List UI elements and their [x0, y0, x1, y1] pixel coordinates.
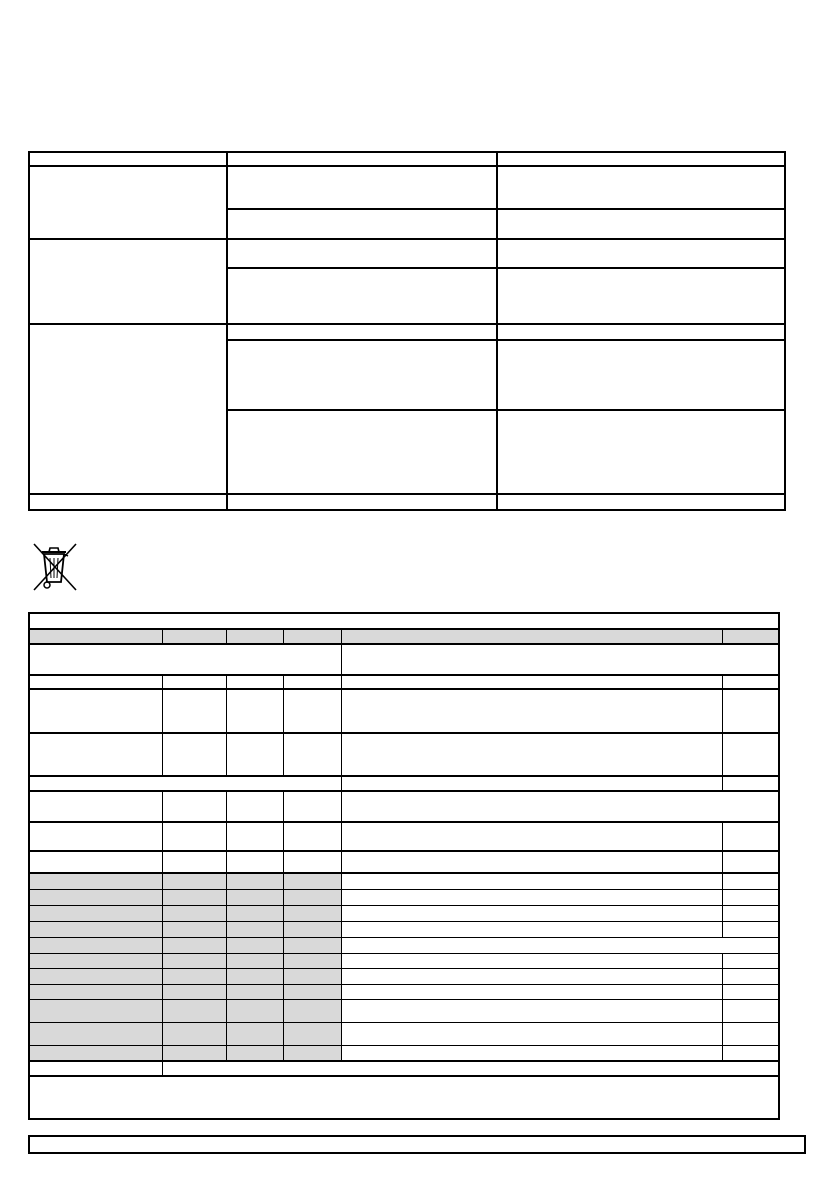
column-divider: [341, 628, 342, 1062]
column-divider: [722, 628, 723, 644]
column-divider: [162, 790, 163, 1076]
row-divider: [28, 238, 786, 240]
header-divider: [28, 165, 786, 167]
column-divider: [226, 628, 227, 644]
row-divider: [28, 872, 780, 874]
footer-bar: [28, 1135, 806, 1154]
sub-row-divider: [226, 267, 786, 269]
table-border: [28, 151, 786, 511]
column-divider: [162, 674, 163, 776]
row-divider: [28, 937, 780, 938]
row-divider: [28, 688, 780, 690]
row-divider: [28, 323, 786, 325]
troubleshooting-table: [28, 151, 786, 511]
page-title: [30, 60, 790, 100]
row-divider: [28, 1022, 780, 1023]
column-divider: [226, 151, 228, 511]
crossed-out-wheelie-bin-icon: [28, 540, 80, 592]
sub-row-divider: [226, 208, 786, 210]
row-divider: [28, 889, 780, 890]
row-divider: [28, 905, 780, 906]
row-divider: [28, 1060, 780, 1062]
column-divider: [722, 821, 723, 938]
row-divider: [28, 775, 780, 777]
sub-row-divider: [226, 339, 786, 341]
row-divider: [28, 999, 780, 1000]
row-divider: [28, 968, 780, 969]
row-divider: [28, 984, 780, 985]
row-divider: [28, 674, 780, 676]
row-divider: [28, 790, 780, 792]
column-divider: [226, 674, 227, 776]
column-divider: [496, 151, 498, 511]
row-divider: [28, 850, 780, 852]
row-divider: [28, 1045, 780, 1046]
column-divider: [283, 628, 284, 644]
column-divider: [722, 674, 723, 790]
column-divider: [226, 790, 227, 1062]
row-divider: [28, 493, 786, 495]
sub-row-divider: [226, 409, 786, 411]
row-divider: [28, 732, 780, 734]
row-divider: [28, 628, 780, 630]
row-divider: [28, 821, 780, 823]
spec-table: [28, 612, 780, 1120]
column-divider: [283, 674, 284, 776]
row-divider: [28, 921, 780, 922]
column-divider: [162, 628, 163, 644]
row-divider: [28, 643, 780, 645]
disposal-section: [28, 540, 788, 596]
column-divider: [722, 953, 723, 1062]
row-divider: [28, 1075, 780, 1077]
column-divider: [283, 790, 284, 1062]
row-divider: [28, 953, 780, 954]
